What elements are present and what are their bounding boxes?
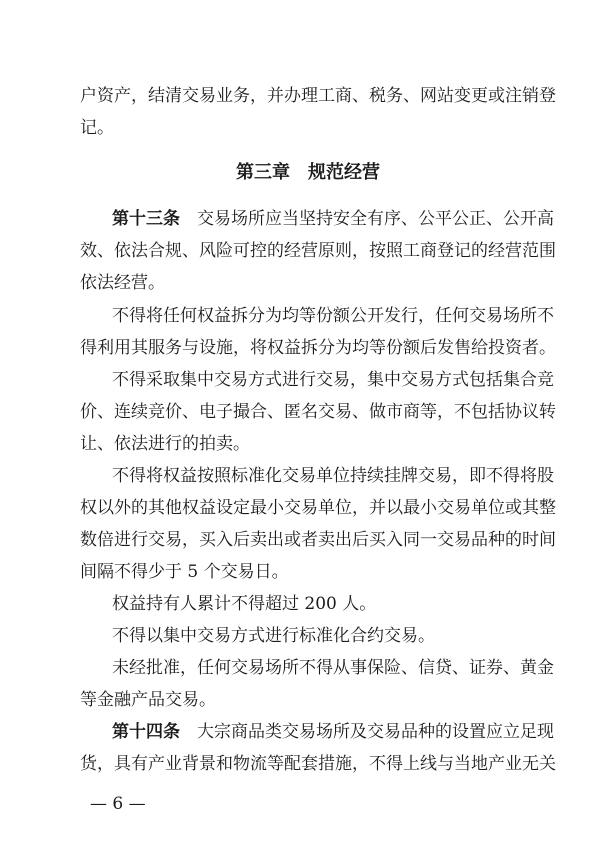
paragraph-line: 不得将任何权益拆分为均等份额公开发行，任何交易场所不 <box>112 306 554 326</box>
article-14-text: 大宗商品类交易场所及交易品种的设置应立足现 <box>180 722 554 742</box>
paragraph-line: 得利用其服务与设施，将权益拆分为均等份额后发售给投资者。 <box>80 338 556 358</box>
paragraph-line: 权益持有人累计不得超过 200 人。 <box>112 594 377 614</box>
paragraph-line: 货，具有产业背景和物流等配套措施，不得上线与当地产业无关 <box>80 754 556 774</box>
paragraph-line: 效、依法合规、风险可控的经营原则，按照工商登记的经营范围 <box>80 241 556 261</box>
paragraph-line: 不得采取集中交易方式进行交易，集中交易方式包括集合竞 <box>112 370 554 390</box>
article-13-label: 第十三条 <box>112 209 180 229</box>
paragraph-line: 户资产，结清交易业务，并办理工商、税务、网站变更或注销登 <box>80 86 556 106</box>
article-14-line <box>112 720 554 744</box>
article-13-text: 交易场所应当坚持安全有序、公平公正、公开高 <box>180 209 554 229</box>
paragraph-line: 等金融产品交易。 <box>80 690 216 710</box>
paragraph-line: 数倍进行交易，买入后卖出或者卖出后买入同一交易品种的时间 <box>80 530 556 550</box>
paragraph-line: 间隔不得少于 5 个交易日。 <box>80 562 289 582</box>
chapter-title: 第三章 规范经营 <box>236 162 380 183</box>
paragraph-line: 不得将权益按照标准化交易单位持续挂牌交易，即不得将股 <box>112 466 554 486</box>
paragraph-line: 权以外的其他权益设定最小交易单位，并以最小交易单位或其整 <box>80 498 556 518</box>
paragraph-line: 不得以集中交易方式进行标准化合约交易。 <box>112 626 435 646</box>
paragraph-line: 价、连续竞价、电子撮合、匿名交易、做市商等，不包括协议转 <box>80 402 556 422</box>
article-14-label: 第十四条 <box>112 722 180 742</box>
paragraph-line: 未经批准，任何交易场所不得从事保险、信贷、证券、黄金 <box>112 658 554 678</box>
page-number: — 6 — <box>90 794 146 814</box>
paragraph-line: 依法经营。 <box>80 273 165 293</box>
paragraph-line: 让、依法进行的拍卖。 <box>80 434 250 454</box>
paragraph-line: 记。 <box>80 118 114 138</box>
article-13-line <box>112 207 554 231</box>
